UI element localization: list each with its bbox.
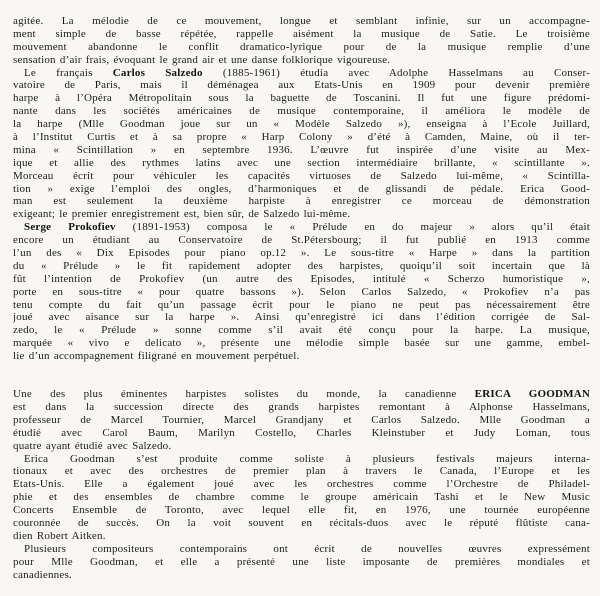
text-line: canadiennes.: [13, 568, 72, 581]
text-line: lie d’un accompagnement filigrané en mouvement perpétuel.: [13, 350, 300, 363]
text-line: harpe à l’Opéra Métropolitain sous la baguette de Toscanini. Il fut une figure prédomi-: [13, 92, 590, 105]
emphasized-name: Carlos Salzedo: [112, 66, 203, 79]
text-line: tenu compte du fait qu’un passage écrit pour le piano ne peut pas nécessairement être: [13, 298, 590, 311]
text-line: la harpe (Mlle Goodman joue sur un « Modèle Salzedo »), enseigna à l’Ecole Juillard,: [13, 118, 590, 131]
text-line: Le français Carlos Salzedo (1885-1961) étudia avec Adolphe Hasselmans au Conser-: [24, 66, 590, 79]
text-line: phie et des ensembles de chambre comme le groupe américain Tashi et le New Music: [13, 491, 590, 504]
text-line: encore un étudiant au Conservatoire de St.Pétersbourg; il fut publié en 1913 comme: [13, 234, 590, 247]
text-line: mouvement abandonne le conflit dramatico-lyrique pour de la musique remplie d’une: [13, 40, 590, 53]
text-line: nante dans les sociétés américaines de musique contemporaine, il améliora le modèle de: [13, 105, 590, 118]
text-line: ment simple de basse répétée, rappelle aisément la musique de Satie. Le troisième: [13, 27, 590, 40]
text-line: zedo, le « Prélude » sonne comme s’il avait été conçu pour la harpe. La musique,: [13, 324, 590, 337]
emphasized-name: ERICA GOODMAN: [474, 388, 590, 401]
text-line: étudié avec Carol Baum, Marilyn Costello, Charles Kleinstuber et Judy Loman, tous: [13, 426, 590, 439]
text-line: Concerts Ensemble de Toronto, avec lequel elle fit, en 1976, une tournée européenne: [13, 504, 590, 517]
text-line: couronnée de succès. On la voit souvent en récitals-duos avec le réputé flûtiste cana-: [13, 516, 590, 529]
text-line: man est seulement la deuxième harpiste à enregistrer ce morceau de démonstration: [13, 195, 590, 208]
text-line: tion » exige l’emploi des ongles, d’harmoniques et de glissandi de pédale. Erica Good-: [13, 182, 590, 195]
text-line: tionaux et avec des orchestres de premier plan à travers le Canada, l’Europe et les: [13, 465, 590, 478]
text-line: vatoire de Paris, mais il déménagea aux Etats-Unis en 1909 pour devenir première: [13, 79, 590, 92]
emphasized-name: Serge Prokofiev: [24, 221, 116, 234]
text-line: professeur de Marcel Tournier, Marcel Grandjany et Carlos Salzedo. Mlle Goodman a: [13, 413, 590, 426]
text-line: sensation d’air frais, évoquant le grand air et une danse folklorique vigoureuse.: [13, 53, 391, 66]
text-line: mina « Scintillation » en septembre 1936. L’œuvre fut inspirée d’une visite au Mex-: [13, 143, 590, 156]
text-line: Une des plus éminentes harpistes solistes du monde, la canadienne ERICA GOODMAN: [13, 388, 590, 401]
text-line: Serge Prokofiev (1891-1953) composa le « Prélude en do majeur » alors qu’il était: [24, 221, 590, 234]
text-line: marquée « vivo e delicato », présente une mélodie simple basée sur une gamme, embel-: [13, 337, 590, 350]
text-line: porte en sous-titre « pour quatre bassons »). Selon Carlos Salzedo, « Prokofiev n’a pas: [13, 285, 590, 298]
text-line: pour Mlle Goodman, et elle a présenté une liste imposante de premières mondiales et: [13, 555, 590, 568]
text-line: est dans la succession directe des grands harpistes remontant à Alphonse Hasselmans,: [13, 400, 590, 413]
text-line: dien Robert Aitken.: [13, 529, 106, 542]
text-line: Plusieurs compositeurs contemporains ont écrit de nouvelles œuvres expressément: [24, 542, 590, 555]
text-line: l’un des « Dix Episodes pour piano op.12 ». Le sous-titre « Harpe » dans la partition: [13, 247, 590, 260]
notes-block-composers: [13, 15, 590, 363]
text-line: ique et allie des rythmes latins avec une section intermédiaire brillante, « scintillante ».: [13, 156, 590, 169]
text-line: exigeant; le premier enregistrement est, bien sûr, de Salzedo lui-même.: [13, 208, 351, 221]
text-line: fût l’intention de Prokofiev (un autre des Episodes, intitulé « Scherzo humoristique »,: [13, 272, 590, 285]
text-line: à l’Institut Curtis et à sa propre « Harp Colony » d’été à Camden, Maine, où il ter-: [13, 131, 590, 144]
text-line: Erica Goodman s’est produite comme soliste à plusieurs festivals majeurs interna-: [24, 452, 590, 465]
text-line: agitée. La mélodie de ce mouvement, longue et semblant infinie, sur un accompagne-: [13, 15, 590, 27]
bio-block-erica-goodman: [13, 388, 590, 581]
text-line: Etats-Unis. Elle a également joué avec les orchestres comme l’Orchestre de Philadel-: [13, 478, 590, 491]
text-line: du « Prélude » le fit rapidement adopter des harpistes, quoiqu’il soit incertain que là: [13, 259, 590, 272]
text-line: quatre ayant étudié avec Salzedo.: [13, 439, 172, 452]
text-line: Morceau écrit pour véhiculer les capacités virtuoses de Salzedo lui-même, « Scintilla-: [13, 169, 590, 182]
text-line: joué avec aisance sur la harpe ». Ainsi qu’enregistré ici dans l’édition corrigée de Sal-: [13, 311, 590, 324]
